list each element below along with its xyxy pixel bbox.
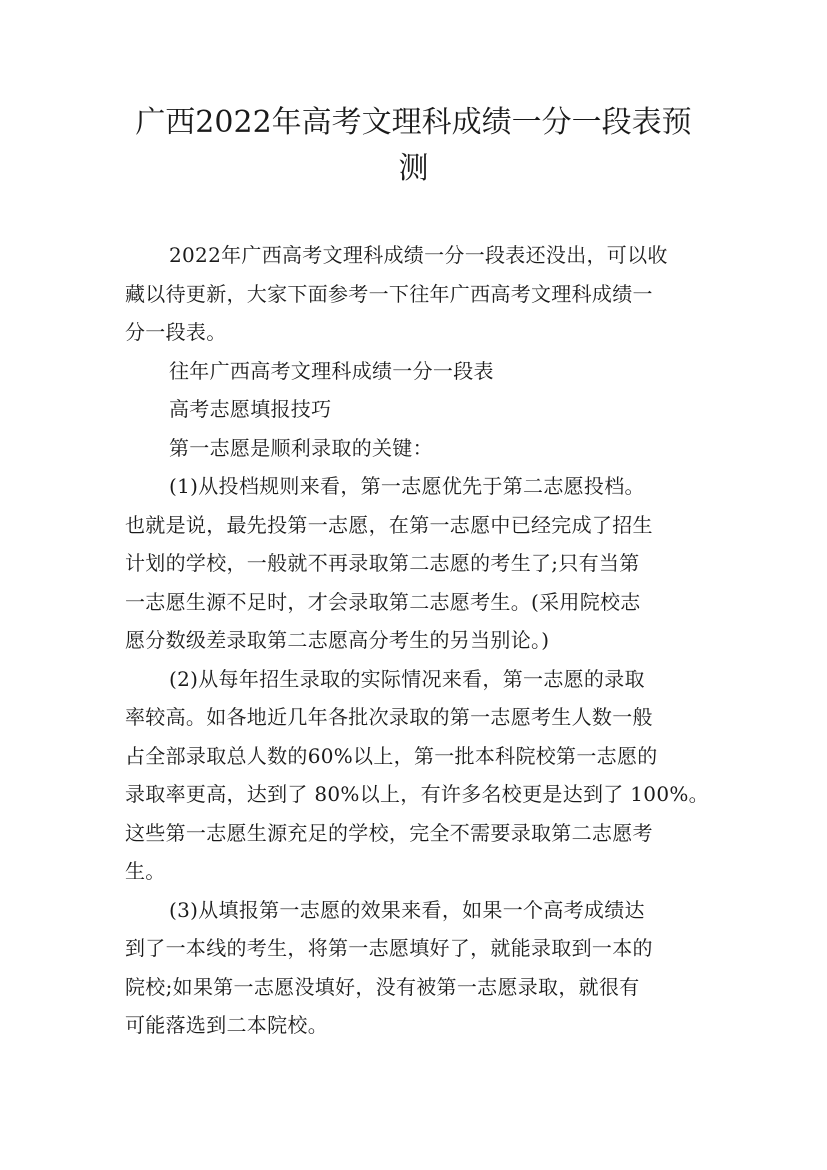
text-line: 占全部录取总人数的60%以上，第一批本科院校第一志愿的 bbox=[125, 743, 658, 768]
text-line: 第一志愿是顺利录取的关键： bbox=[169, 435, 433, 460]
title-line: 广西2022年高考文理科成绩一分一段表预 bbox=[135, 105, 692, 140]
text-line: 院校;如果第一志愿没填好，没有被第一志愿录取，就很有 bbox=[125, 974, 640, 999]
document-body bbox=[125, 236, 710, 1045]
text-line: 往年广西高考文理科成绩一分一段表 bbox=[169, 358, 494, 383]
text-line: 一志愿生源不足时，才会录取第二志愿考生。(采用院校志 bbox=[125, 589, 641, 614]
text-line: 这些第一志愿生源充足的学校，完全不需要录取第二志愿考 bbox=[125, 820, 653, 845]
text-line: (2)从每年招生录取的实际情况来看，第一志愿的录取 bbox=[169, 666, 645, 691]
text-line: 2022年广西高考文理科成绩一分一段表还没出，可以收 bbox=[169, 243, 668, 267]
text-line: 生。 bbox=[125, 859, 166, 883]
text-line: (3)从填报第一志愿的效果来看，如果一个高考成绩达 bbox=[169, 897, 645, 922]
text-line: 计划的学校，一般就不再录取第二志愿的考生了;只有当第 bbox=[125, 551, 640, 575]
text-line: 可能落选到二本院校。 bbox=[125, 1013, 328, 1037]
paragraph-table-heading bbox=[125, 352, 710, 391]
text-line: 高考志愿填报技巧 bbox=[169, 397, 332, 421]
title-line: 测 bbox=[398, 151, 429, 186]
document-title bbox=[100, 100, 727, 192]
paragraph-section-heading bbox=[125, 390, 710, 429]
text-line: 率较高。如各地近几年各批次录取的第一志愿考生人数一般 bbox=[125, 705, 653, 729]
paragraph-point-3 bbox=[125, 891, 710, 1045]
paragraph-point-2 bbox=[125, 660, 710, 891]
text-line: 藏以待更新，大家下面参考一下往年广西高考文理科成绩一 bbox=[125, 281, 653, 306]
paragraph-point-1 bbox=[125, 467, 710, 660]
paragraph-subheading bbox=[125, 429, 710, 468]
text-line: (1)从投档规则来看，第一志愿优先于第二志愿投档。 bbox=[169, 474, 645, 498]
text-line: 到了一本线的考生，将第一志愿填好了，就能录取到一本的 bbox=[125, 936, 653, 960]
text-line: 愿分数级差录取第二志愿高分考生的另当别论。) bbox=[125, 628, 550, 652]
text-line: 分一段表。 bbox=[125, 320, 227, 344]
text-line: 录取率更高，达到了 80%以上，有许多名校更是达到了 100%。 bbox=[125, 782, 709, 806]
text-line: 也就是说，最先投第一志愿，在第一志愿中已经完成了招生 bbox=[125, 512, 653, 537]
paragraph-intro bbox=[125, 236, 710, 352]
